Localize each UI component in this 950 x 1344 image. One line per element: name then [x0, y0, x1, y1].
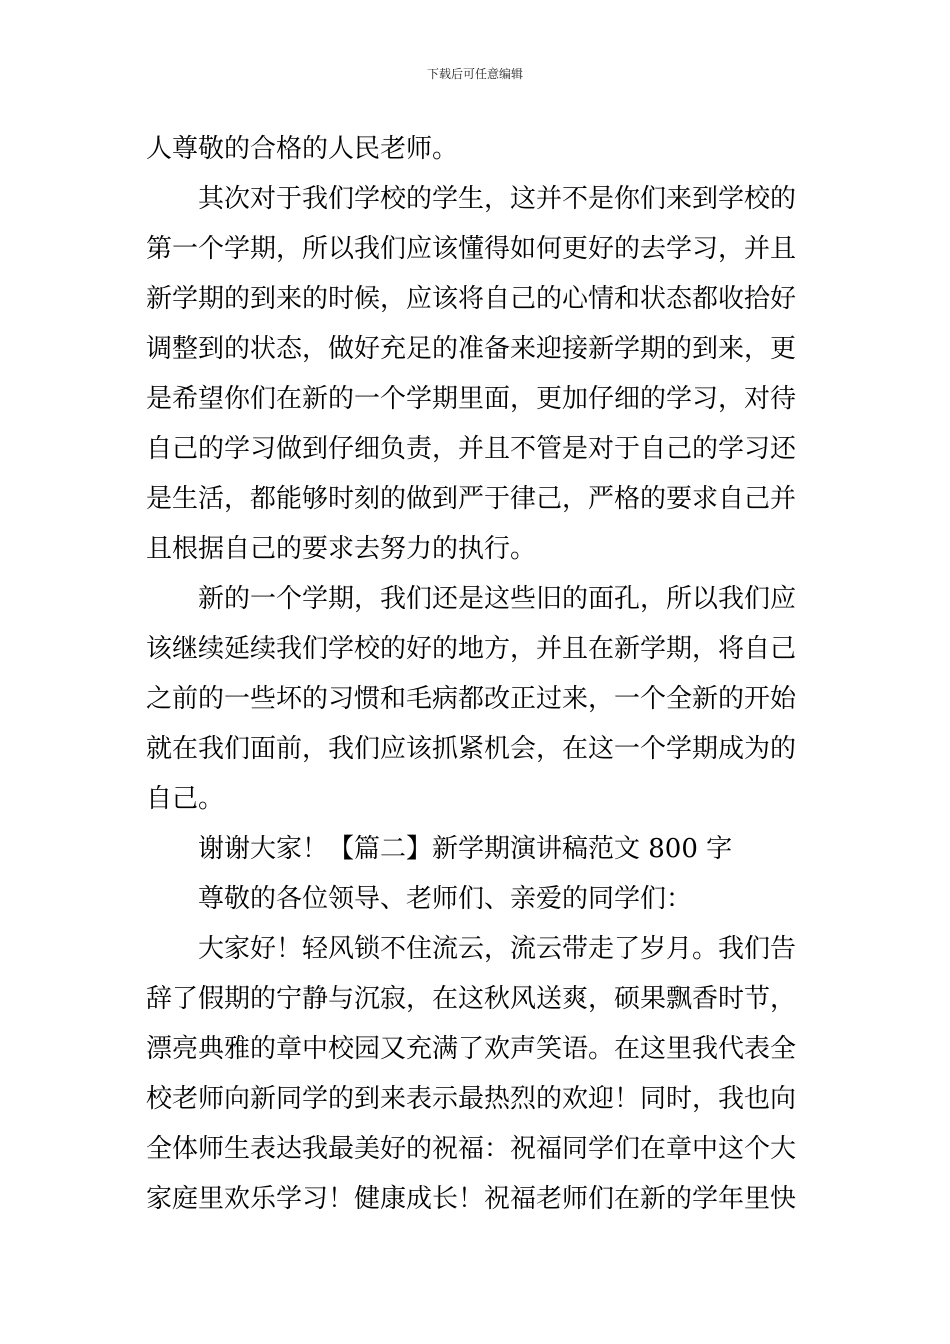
- document-body: [146, 124, 806, 1224]
- text-line: 是希望你们在新的一个学期里面，更加仔细的学习，对待: [146, 384, 797, 414]
- text-line: 自己。: [146, 784, 225, 814]
- text-line: 漂亮典雅的章中校园又充满了欢声笑语。在这里我代表全: [146, 1034, 797, 1064]
- text-line: 之前的一些坏的习惯和毛病都改正过来，一个全新的开始: [146, 684, 797, 714]
- text-line: 校老师向新同学的到来表示最热烈的欢迎！同时，我也向: [146, 1084, 797, 1114]
- text-line: 人尊敬的合格的人民老师。: [146, 134, 459, 164]
- text-line: 第一个学期，所以我们应该懂得如何更好的去学习，并且: [146, 234, 797, 264]
- section-heading-line: 谢谢大家！【篇二】新学期演讲稿范文 800 字: [198, 834, 733, 864]
- text-line: 家庭里欢乐学习！健康成长！祝福老师们在新的学年里快: [146, 1184, 797, 1214]
- text-line: 且根据自己的要求去努力的执行。: [146, 534, 537, 564]
- page-header: 下载后可任意编辑: [426, 67, 523, 81]
- text-line: 自己的学习做到仔细负责，并且不管是对于自己的学习还: [146, 434, 797, 464]
- text-line: 新学期的到来的时候，应该将自己的心情和状态都收拾好: [146, 284, 797, 314]
- text-line: 其次对于我们学校的学生，这并不是你们来到学校的: [198, 184, 797, 214]
- salutation-line: 尊敬的各位领导、老师们、亲爱的同学们：: [198, 884, 693, 914]
- text-line: 就在我们面前，我们应该抓紧机会，在这一个学期成为的: [146, 734, 797, 764]
- text-line: 调整到的状态，做好充足的准备来迎接新学期的到来，更: [146, 334, 797, 364]
- text-line: 新的一个学期，我们还是这些旧的面孔，所以我们应: [198, 584, 797, 614]
- text-line: 该继续延续我们学校的好的地方，并且在新学期，将自己: [146, 634, 797, 664]
- text-line: 是生活，都能够时刻的做到严于律己，严格的要求自己并: [146, 484, 797, 514]
- text-line: 辞了假期的宁静与沉寂，在这秋风送爽，硕果飘香时节，: [146, 984, 797, 1014]
- text-line: 全体师生表达我最美好的祝福：祝福同学们在章中这个大: [146, 1134, 797, 1164]
- text-line: 大家好！轻风锁不住流云，流云带走了岁月。我们告: [198, 934, 797, 964]
